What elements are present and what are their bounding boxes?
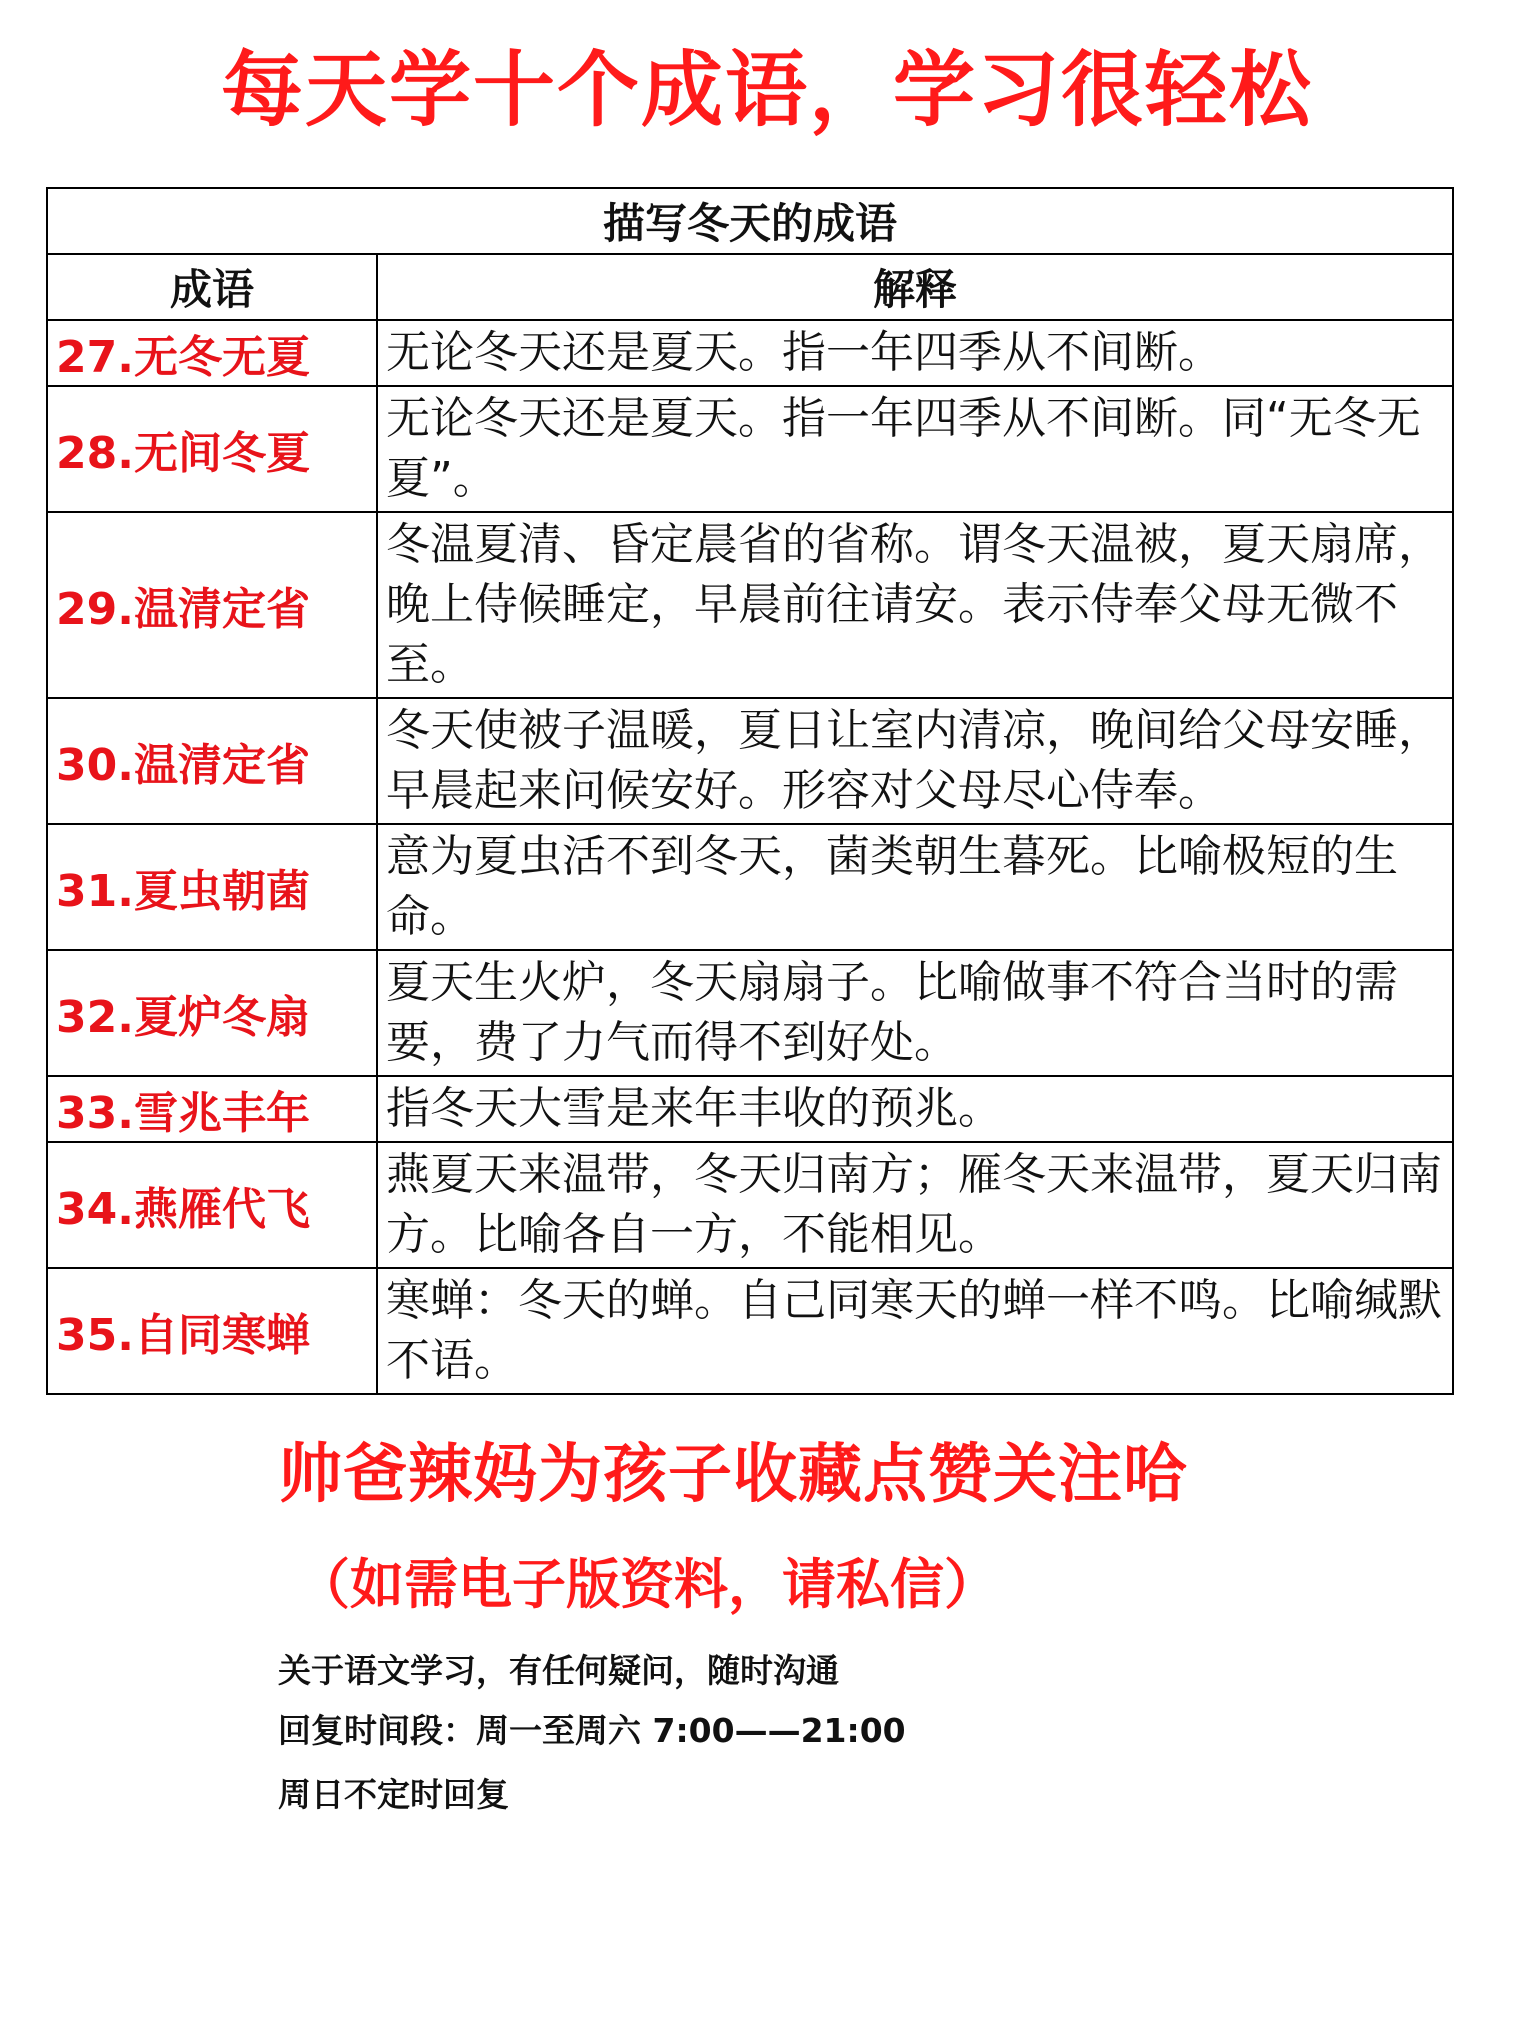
idiom-name: 35.自同寒蝉 (47, 1268, 377, 1394)
table-caption-row (47, 188, 1453, 254)
idiom-explanation: 燕夏天来温带，冬天归南方；雁冬天来温带，夏天归南方。比喻各自一方，不能相见。 (377, 1142, 1453, 1268)
table-caption: 描写冬天的成语 (47, 188, 1453, 254)
contact-line-sunday: 周日不定时回复 (278, 1775, 509, 1814)
idiom-name: 34.燕雁代飞 (47, 1142, 377, 1268)
table-row (47, 698, 1453, 824)
idiom-table (46, 187, 1454, 1395)
table-row (47, 1142, 1453, 1268)
idiom-name: 27.无冬无夏 (47, 320, 377, 386)
table-row (47, 320, 1453, 386)
idiom-name: 32.夏炉冬扇 (47, 950, 377, 1076)
table-row (47, 824, 1453, 950)
column-header-explanation: 解释 (377, 254, 1453, 320)
table-row (47, 1076, 1453, 1142)
idiom-name: 28.无间冬夏 (47, 386, 377, 512)
idiom-explanation: 指冬天大雪是来年丰收的预兆。 (377, 1076, 1453, 1142)
table-row (47, 386, 1453, 512)
table-row (47, 950, 1453, 1076)
idiom-explanation: 冬天使被子温暖，夏日让室内清凉，晚间给父母安睡，早晨起来问候安好。形容对父母尽心侍奉。 (377, 698, 1453, 824)
table-row (47, 1268, 1453, 1394)
idiom-explanation: 意为夏虫活不到冬天，菌类朝生暮死。比喻极短的生命。 (377, 824, 1453, 950)
idiom-name: 33.雪兆丰年 (47, 1076, 377, 1142)
idiom-explanation: 冬温夏清、昏定晨省的省称。谓冬天温被，夏天扇席，晚上侍候睡定，早晨前往请安。表示侍奉父母无微不至。 (377, 512, 1453, 698)
page-title: 每天学十个成语，学习很轻松 (220, 43, 1313, 138)
contact-line-topic: 关于语文学习，有任何疑问，随时沟通 (278, 1651, 839, 1690)
idiom-name: 30.温清定省 (47, 698, 377, 824)
footer-slogan: 帅爸辣妈为孩子收藏点赞关注哈 (278, 1438, 1188, 1512)
table-header-row (47, 254, 1453, 320)
idiom-explanation: 无论冬天还是夏天。指一年四季从不间断。 (377, 320, 1453, 386)
column-header-idiom: 成语 (47, 254, 377, 320)
idiom-explanation: 夏天生火炉，冬天扇扇子。比喻做事不符合当时的需要，费了力气而得不到好处。 (377, 950, 1453, 1076)
idiom-explanation: 无论冬天还是夏天。指一年四季从不间断。同“无冬无夏”。 (377, 386, 1453, 512)
idiom-explanation: 寒蝉：冬天的蝉。自己同寒天的蝉一样不鸣。比喻缄默不语。 (377, 1268, 1453, 1394)
contact-line-hours: 回复时间段：周一至周六 7:00——21:00 (278, 1711, 906, 1750)
idiom-name: 29.温清定省 (47, 512, 377, 698)
table-row (47, 512, 1453, 698)
idiom-name: 31.夏虫朝菌 (47, 824, 377, 950)
footer-note: （如需电子版资料，请私信） (296, 1553, 998, 1616)
